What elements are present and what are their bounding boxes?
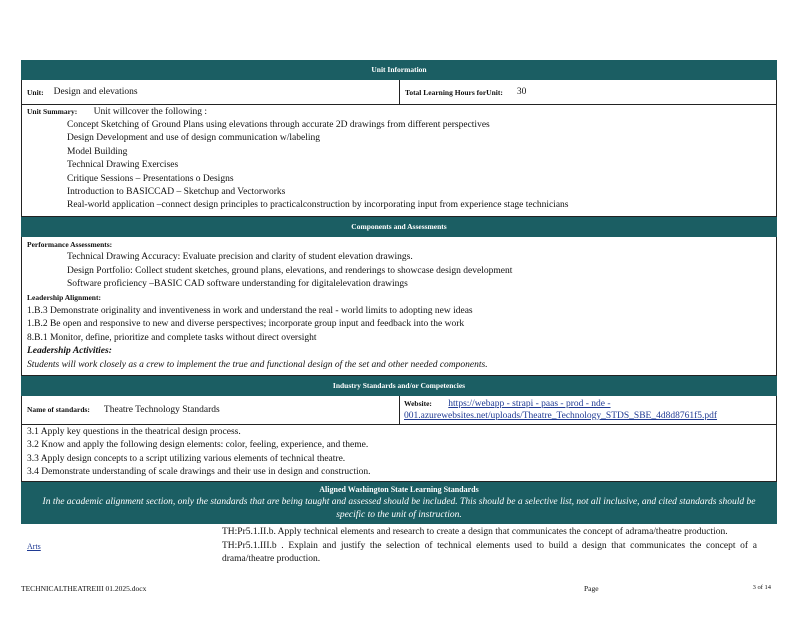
summary-label: Unit Summary: <box>27 107 78 116</box>
aligned-standards-header <box>21 482 777 524</box>
hours-label: Total Learning Hours forUnit: <box>405 87 503 97</box>
website-link-line1[interactable]: https://webapp - strapi - paas - prod - nde - <box>448 398 611 409</box>
aligned-standards-title: Aligned Washington State Learning Standards <box>319 484 479 494</box>
activities-text: Students will work closely as a crew to implement the true and functional design of the set and other needed components. <box>27 359 488 370</box>
list-item: Software proficiency –BASIC CAD software understanding for digitalelevation drawings <box>67 279 408 290</box>
footer-page-label: Page <box>584 584 599 593</box>
unit-label: Unit: <box>27 87 44 97</box>
leadership-label: Leadership Alignment: <box>27 293 101 303</box>
list-item: Technical Drawing Exercises <box>67 160 179 171</box>
list-item: Design Development and use of design communication w/labeling <box>67 133 321 144</box>
competency-item: 3.2 Know and apply the following design elements: color, feeling, experience, and theme. <box>27 440 369 451</box>
list-item: Concept Sketching of Ground Plans using elevations through accurate 2D drawings from different perspectives <box>67 120 490 130</box>
leadership-line: 1.B.3 Demonstrate originality and inventiveness in work and understand the real - world limits to adopting new ideas <box>27 305 473 316</box>
unit-value: Design and elevations <box>53 87 138 97</box>
hours-cell <box>400 80 526 104</box>
arts-cell <box>21 526 222 568</box>
list-item: Real-world application –connect design principles to practicalconstruction by incorporating input from experience stage technicians <box>67 200 569 211</box>
summary-intro: Unit willcover the following : <box>93 107 208 117</box>
list-item: Introduction to BASICCAD – Sketchup and Vectorworks <box>67 187 286 198</box>
document-body <box>21 60 777 567</box>
standards-name-value: Theatre Technology Standards <box>103 404 220 415</box>
competencies-list <box>21 425 777 482</box>
activities-label: Leadership Activities: <box>27 346 112 357</box>
competency-item: 3.4 Demonstrate understanding of scale drawings and their use in design and construction. <box>27 467 371 478</box>
competency-item: 3.3 Apply design concepts to a script utilizing various elements of technical theatre. <box>27 453 346 464</box>
aligned-standards-note: In the academic alignment section, only the standards that are being taught and assessed should be included. This should be a selective list, not all inclusive, and cited standards should be specific to the unit of instruction. <box>42 496 756 520</box>
standards-row <box>21 396 777 425</box>
components-section <box>21 237 777 376</box>
arts-standards <box>222 526 777 568</box>
arts-row <box>21 524 777 568</box>
standards-header: Industry Standards and/or Competencies <box>21 376 777 396</box>
list-item: Technical Drawing Accuracy: Evaluate precision and clarity of student elevation drawings. <box>67 252 413 263</box>
leadership-line: 8.B.1 Monitor, define, prioritize and complete tasks without direct oversight <box>27 332 317 343</box>
unit-information-header: Unit Information <box>21 60 777 80</box>
website-cell <box>400 396 721 424</box>
unit-cell <box>22 80 400 104</box>
unit-summary <box>21 105 777 217</box>
components-header: Components and Assessments <box>21 217 777 237</box>
competency-item: 3.1 Apply key questions in the theatrical design process. <box>27 426 241 437</box>
arts-standard-item: TH:Pr5.1.II.b. Apply technical elements and research to create a design that communicates the concept of adrama/theatre production. <box>222 526 728 537</box>
footer-page-number: 3 of 14 <box>752 584 771 591</box>
standards-name-label: Name of standards: <box>27 405 90 415</box>
website-link-line2[interactable]: 001.azurewebsites.net/uploads/Theatre_Technology_STDS_SBE_4d8d8761f5.pdf <box>404 410 718 421</box>
list-item: Model Building <box>67 146 128 157</box>
list-item: Design Portfolio: Collect student sketches, ground plans, elevations, and renderings to showcase design development <box>67 265 513 276</box>
website-label: Website: <box>404 398 432 408</box>
footer-filename: TECHNICALTHEATREIII 01.2025.docx <box>21 584 147 593</box>
unit-row <box>21 80 777 105</box>
hours-value: 30 <box>516 87 527 97</box>
arts-link[interactable]: Arts <box>27 541 41 551</box>
summary-list <box>27 119 771 213</box>
performance-list <box>27 251 771 291</box>
performance-label: Performance Assessments: <box>27 239 113 249</box>
arts-standard-item: TH:Pr5.1.III.b . Explain and justify the selection of technical elements used to build a design that communicates the concept of a drama/theatre production. <box>222 541 757 564</box>
list-item: Critique Sessions – Presentations o Designs <box>67 173 234 184</box>
leadership-line: 1.B.2 Be open and responsive to new and diverse perspectives; incorporate group input and feedback into the work <box>27 319 465 330</box>
standards-name-cell <box>22 396 400 424</box>
